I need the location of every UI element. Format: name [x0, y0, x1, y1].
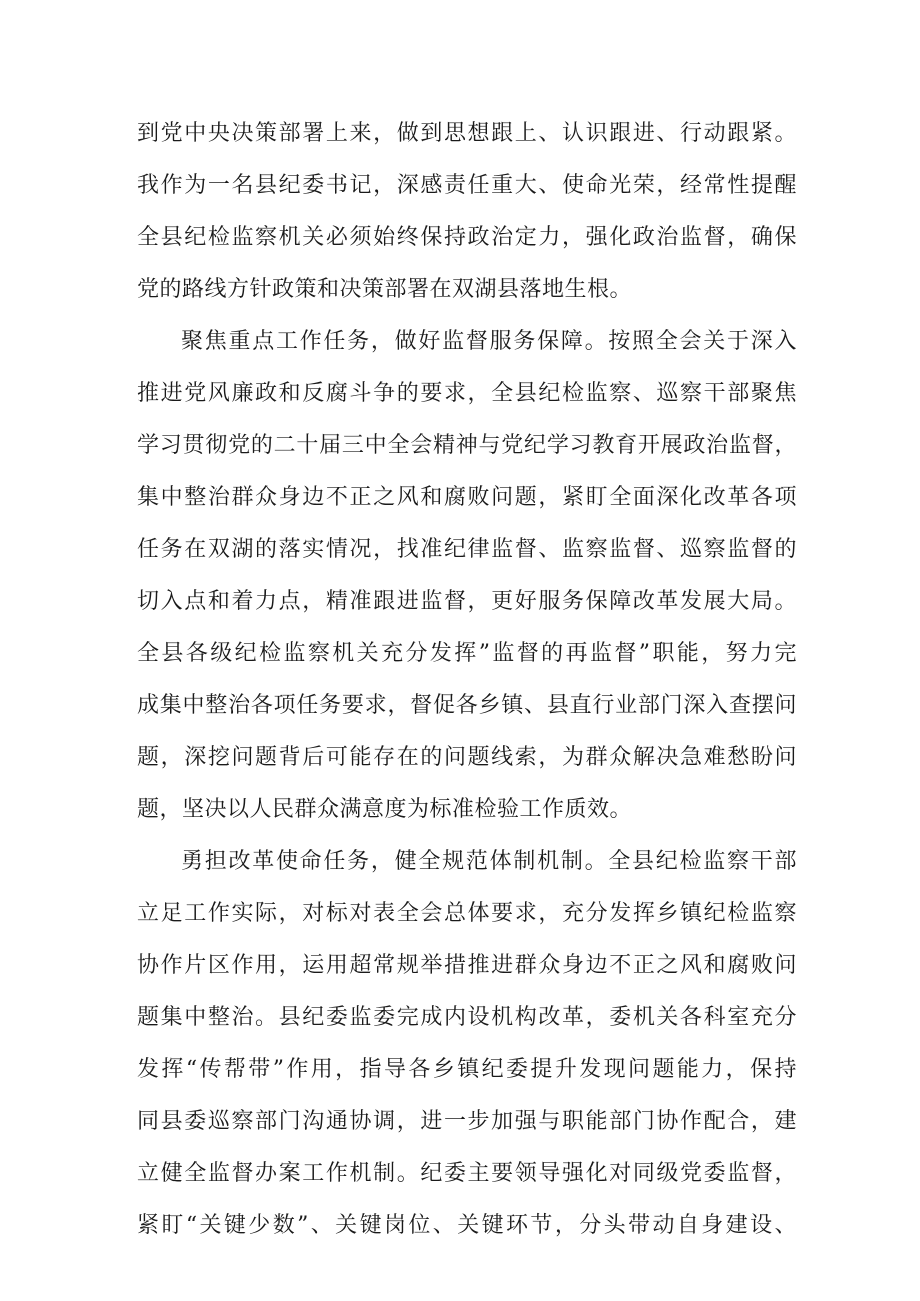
- body-text: [137, 108, 797, 1252]
- text-line: 全县各级纪检监察机关充分发挥”监督的再监督”职能，努力完: [137, 641, 797, 666]
- text-line: 任务在双湖的落实情况，找准纪律监督、监察监督、巡察监督的: [137, 537, 797, 562]
- text-line: 立足工作实际，对标对表全会总体要求，充分发挥乡镇纪检监察: [137, 901, 797, 926]
- text-line: 题集中整治。县纪委监委完成内设机构改革，委机关各科室充分: [137, 1005, 797, 1030]
- text-line: 题，坚决以人民群众满意度为标准检验工作质效。: [137, 797, 633, 822]
- text-line: 集中整治群众身边不正之风和腐败问题，紧盯全面深化改革各项: [137, 485, 797, 510]
- text-line: 我作为一名县纪委书记，深感责任重大、使命光荣，经常性提醒: [137, 173, 797, 198]
- text-line: 发挥“传帮带”作用，指导各乡镇纪委提升发现问题能力，保持: [137, 1057, 797, 1082]
- text-line: 题，深挖问题背后可能存在的问题线索，为群众解决急难愁盼问: [137, 745, 797, 770]
- text-line: 全县纪检监察机关必须始终保持政治定力，强化政治监督，确保: [137, 225, 797, 250]
- text-line: 党的路线方针政策和决策部署在双湖县落地生根。: [137, 277, 633, 302]
- text-line: 成集中整治各项任务要求，督促各乡镇、县直行业部门深入查摆问: [137, 693, 797, 718]
- text-line: 立健全监督办案工作机制。纪委主要领导强化对同级党委监督，: [137, 1161, 797, 1186]
- text-line: 同县委巡察部门沟通协调，进一步加强与职能部门协作配合，建: [137, 1109, 797, 1134]
- text-line: 到党中央决策部署上来，做到思想跟上、认识跟进、行动跟紧。: [137, 121, 797, 146]
- paragraph-first-line: 聚焦重点工作任务，做好监督服务保障。按照全会关于深入: [181, 329, 797, 354]
- text-line: 协作片区作用，运用超常规举措推进群众身边不正之风和腐败问: [137, 953, 797, 978]
- text-line: 切入点和着力点，精准跟进监督，更好服务保障改革发展大局。: [137, 589, 797, 614]
- text-line: 紧盯“关键少数”、关键岗位、关键环节，分头带动自身建设、: [137, 1213, 797, 1238]
- paragraph-first-line: 勇担改革使命任务，健全规范体制机制。全县纪检监察干部: [181, 849, 797, 874]
- text-line: 推进党风廉政和反腐斗争的要求，全县纪检监察、巡察干部聚焦: [137, 381, 797, 406]
- text-line: 学习贯彻党的二十届三中全会精神与党纪学习教育开展政治监督，: [137, 433, 797, 458]
